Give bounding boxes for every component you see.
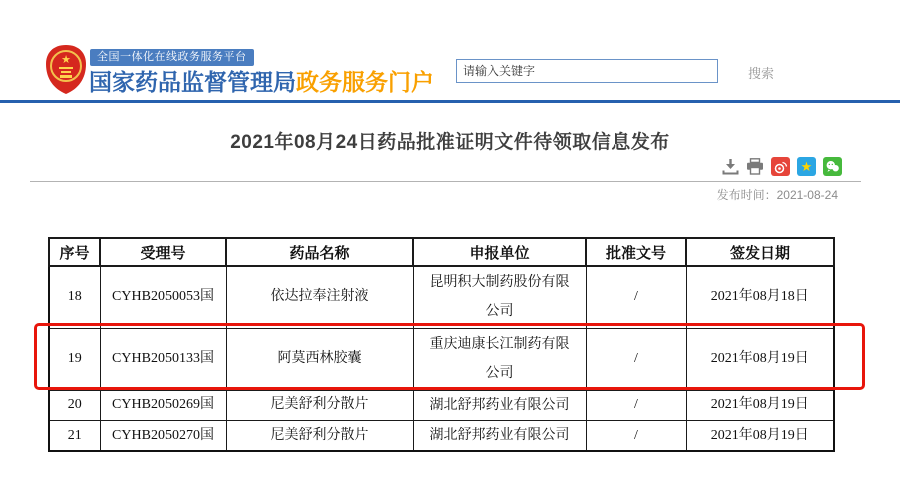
site-title xyxy=(89,64,434,97)
portal-name: 政务服务门户 xyxy=(296,69,434,95)
download-icon[interactable] xyxy=(721,158,739,176)
page-title: 2021年08月24日药品批准证明文件待领取信息发布 xyxy=(230,132,670,153)
table-cell: 2021年08月18日 xyxy=(686,266,834,328)
drug-approval-table xyxy=(48,237,835,452)
weibo-share-icon[interactable] xyxy=(771,157,790,176)
wechat-share-icon[interactable] xyxy=(823,157,842,176)
table-cell: 昆明积大制药股份有限公司 xyxy=(413,266,586,328)
table-header-cell: 签发日期 xyxy=(686,238,834,266)
toolbar-divider-line xyxy=(30,181,861,182)
table-cell: 21 xyxy=(49,420,100,451)
table-cell: CYHB2050053国 xyxy=(100,266,226,328)
svg-text:★: ★ xyxy=(61,54,71,66)
table-cell: 2021年08月19日 xyxy=(686,328,834,390)
search-input[interactable] xyxy=(456,59,718,83)
table-cell: 湖北舒邦药业有限公司 xyxy=(413,390,586,420)
table-cell: 2021年08月19日 xyxy=(686,390,834,420)
table-cell: 18 xyxy=(49,266,100,328)
table-cell: / xyxy=(586,266,686,328)
platform-badge: 全国一体化在线政务服务平台 xyxy=(90,49,254,66)
table-cell: CYHB2050133国 xyxy=(100,328,226,390)
table-cell: 2021年08月19日 xyxy=(686,420,834,451)
header-divider-line xyxy=(0,100,900,103)
publish-time: 发布时间：2021-08-24 xyxy=(716,188,838,202)
print-icon[interactable] xyxy=(746,158,764,176)
qzone-share-icon[interactable]: ★ xyxy=(797,157,816,176)
table-header-cell: 序号 xyxy=(49,238,100,266)
table-cell: CYHB2050270国 xyxy=(100,420,226,451)
table-header-cell: 药品名称 xyxy=(226,238,413,266)
table-row xyxy=(49,328,834,390)
table-cell: 尼美舒利分散片 xyxy=(226,420,413,451)
national-emblem-logo xyxy=(46,45,86,94)
site-name: 国家药品监督管理局 xyxy=(89,69,296,95)
table-header-cell: 受理号 xyxy=(100,238,226,266)
table-cell: 重庆迪康长江制药有限公司 xyxy=(413,328,586,390)
table-cell: / xyxy=(586,328,686,390)
table-header-row xyxy=(49,238,834,266)
table-cell: 20 xyxy=(49,390,100,420)
table-header-cell: 申报单位 xyxy=(413,238,586,266)
table-row xyxy=(49,420,834,451)
table-cell: CYHB2050269国 xyxy=(100,390,226,420)
table-cell: 19 xyxy=(49,328,100,390)
table-cell: 依达拉奉注射液 xyxy=(226,266,413,328)
article-toolbar xyxy=(721,157,842,176)
table-cell: / xyxy=(586,420,686,451)
table-header-cell: 批准文号 xyxy=(586,238,686,266)
table-cell: 阿莫西林胶囊 xyxy=(226,328,413,390)
table-row xyxy=(49,390,834,420)
table-cell: 湖北舒邦药业有限公司 xyxy=(413,420,586,451)
table-cell: 尼美舒利分散片 xyxy=(226,390,413,420)
table-row xyxy=(49,266,834,328)
table-cell: / xyxy=(586,390,686,420)
search-button[interactable]: 搜索 xyxy=(748,63,774,82)
